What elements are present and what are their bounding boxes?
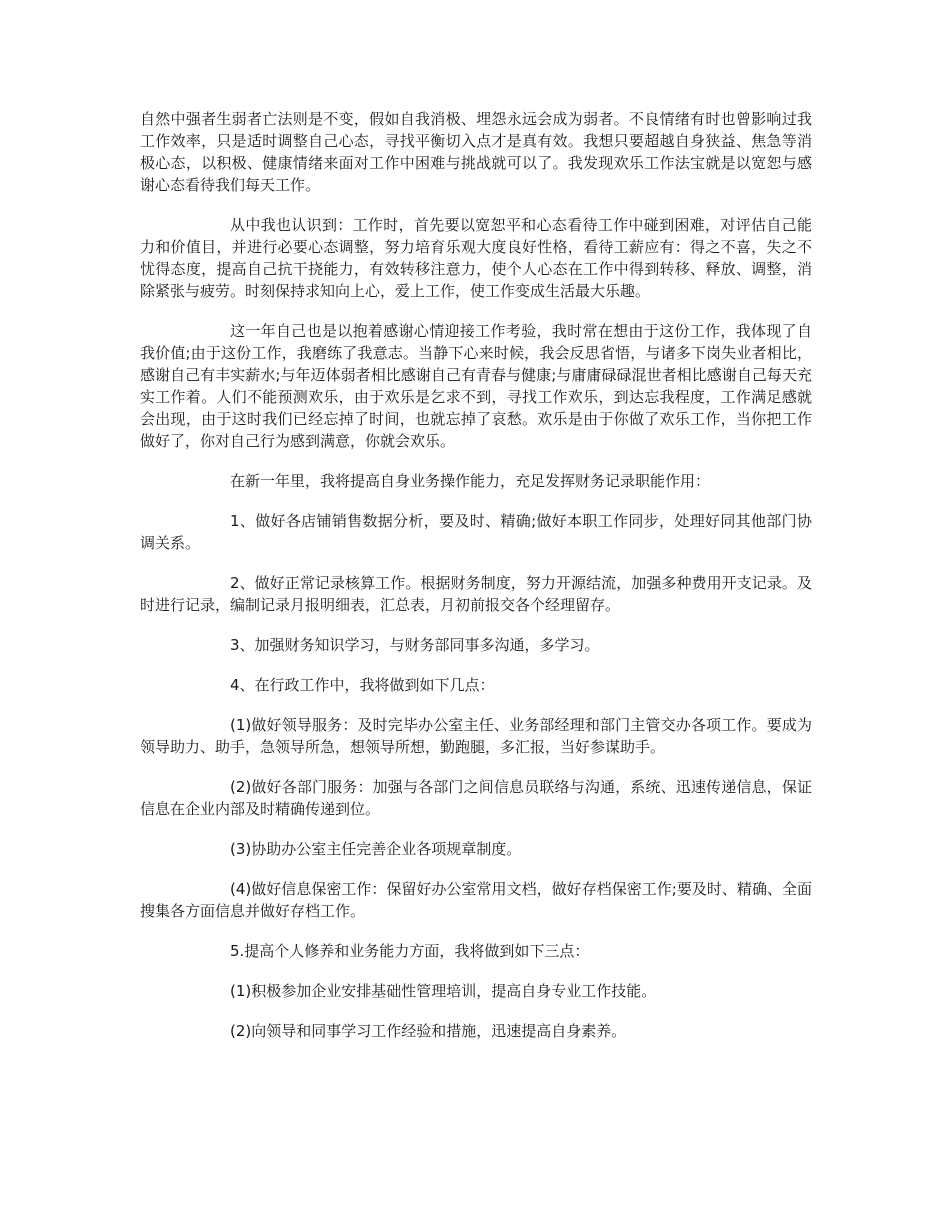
sub-item-5-1: (1)积极参加企业安排基础性管理培训，提高自身专业工作技能。 xyxy=(230,982,657,1000)
list-item-4: 4、在行政工作中，我将做到如下几点： xyxy=(230,676,495,694)
document-body xyxy=(140,108,812,1060)
sub-item-4-4: (4)做好信息保密工作：保留好办公室常用文档，做好存档保密工作;要及时、精确、全面搜集各方面信息并做好存档工作。 xyxy=(140,880,812,920)
list-item-3: 3、加强财务知识学习，与财务部同事多沟通，多学习。 xyxy=(230,636,600,654)
list-item-5: 5.提高个人修养和业务能力方面，我将做到如下三点： xyxy=(230,942,590,960)
list-item-1: 1、做好各店铺销售数据分析，要及时、精确;做好本职工作同步，处理好同其他部门协调关系。 xyxy=(140,512,812,552)
paragraph-1: 自然中强者生弱者亡法则是不变，假如自我消极、埋怨永远会成为弱者。不良情绪有时也曾影响过我工作效率，只是适时调整自己心态，寻找平衡切入点才是真有效。我想只要超越自身狭益、焦急等消极心态，以积极、健康情绪来面对工作中困难与挑战就可以了。我发现欢乐工作法宝就是以宽恕与感谢心态看待我们每天工作。 xyxy=(140,110,812,194)
paragraph-3: 这一年自己也是以抱着感谢心情迎接工作考验，我时常在想由于这份工作，我体现了自我价值;由于这份工作，我磨练了我意志。当静下心来时候，我会反思省悟，与诸多下岗失业者相比，感谢自己有丰实薪水;与年迈体弱者相比感谢自己有青春与健康;与庸庸碌碌混世者相比感谢自己每天充实工作着。人们不能预测欢乐，由于欢乐是乞求不到，寻找工作欢乐，到达忘我程度，工作满足感就会出现，由于这时我们已经忘掉了时间，也就忘掉了哀愁。欢乐是由于你做了欢乐工作，当你把工作做好了，你对自己行为感到满意，你就会欢乐。 xyxy=(140,322,812,450)
sub-item-4-3: (3)协助办公室主任完善企业各项规章制度。 xyxy=(230,840,522,858)
sub-item-4-1: (1)做好领导服务：及时完毕办公室主任、业务部经理和部门主管交办各项工作。要成为领导助力、助手，急领导所急，想领导所想，勤跑腿，多汇报，当好参谋助手。 xyxy=(140,716,812,756)
sub-item-5-2: (2)向领导和同事学习工作经验和措施，迅速提高自身素养。 xyxy=(230,1022,627,1040)
paragraph-4: 在新一年里，我将提高自身业务操作能力，充足发挥财务记录职能作用： xyxy=(230,472,711,490)
list-item-2: 2、做好正常记录核算工作。根据财务制度，努力开源结流，加强多种费用开支记录。及时进行记录，编制记录月报明细表，汇总表，月初前报交各个经理留存。 xyxy=(140,574,812,614)
sub-item-4-2: (2)做好各部门服务：加强与各部门之间信息员联络与沟通，系统、迅速传递信息，保证信息在企业内部及时精确传递到位。 xyxy=(140,778,812,818)
paragraph-2: 从中我也认识到：工作时，首先要以宽恕平和心态看待工作中碰到困难，对评估自己能力和价值目，并进行必要心态调整，努力培育乐观大度良好性格，看待工薪应有：得之不喜，失之不忧得态度，提高自己抗干挠能力，有效转移注意力，使个人心态在工作中得到转移、释放、调整，消除紧张与疲劳。时刻保持求知向上心，爱上工作，使工作变成生活最大乐趣。 xyxy=(140,216,812,300)
